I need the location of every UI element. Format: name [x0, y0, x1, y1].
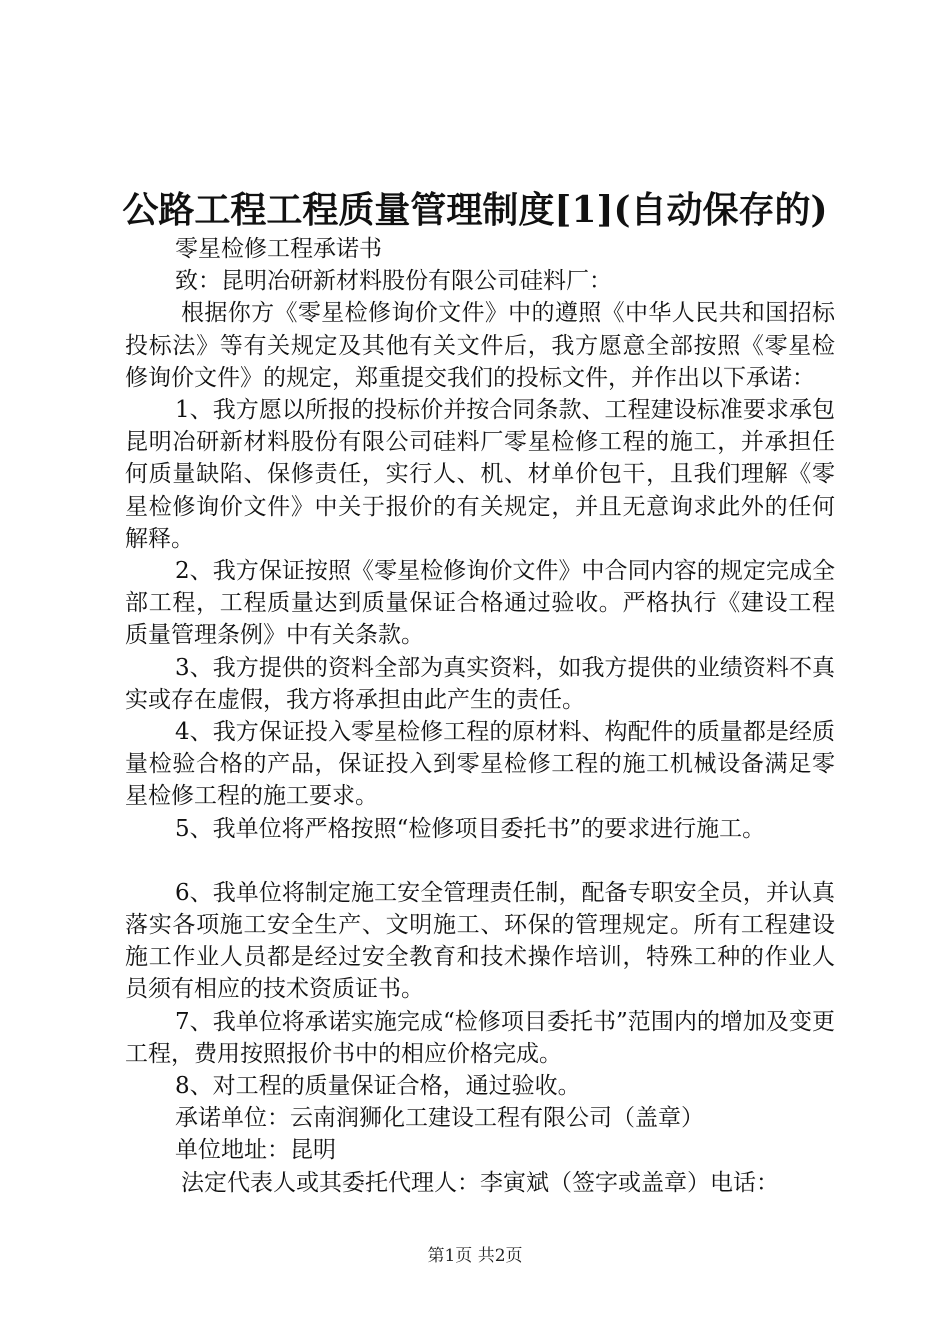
commitment-item-2: 2、我方保证按照《零星检修询价文件》中合同内容的规定完成全部工程，工程质量达到质量保证合格通过验收。严格执行《建设工程质量管理条例》中有关条款。 — [125, 558, 835, 649]
letter-heading: 零星检修工程承诺书 — [175, 236, 382, 262]
commitment-item-1: 1、我方愿以所报的投标价并按合同条款、工程建设标准要求承包昆明冶研新材料股份有限公司硅料厂零星检修工程的施工，并承担任何质量缺陷、保修责任，实行人、机、材单价包干，且我们理解《零星检修询价文件》中关于报价的有关规定，并且无意询求此外的任何解释。 — [125, 397, 835, 552]
commitment-item-8: 8、对工程的质量保证合格，通过验收。 — [175, 1073, 581, 1100]
address-line: 单位地址：昆明 — [175, 1137, 336, 1164]
commitment-item-5: 5、我单位将严格按照“检修项目委托书”的要求进行施工。 — [175, 815, 766, 842]
letter-intro: 根据你方《零星检修询价文件》中的遵照《中华人民共和国招标投标法》等有关规定及其他有关文件后，我方愿意全部按照《零星检修询价文件》的规定，郑重提交我们的投标文件，并作出以下承诺： — [125, 300, 835, 391]
commitment-item-6: 6、我单位将制定施工安全管理责任制，配备专职安全员，并认真落实各项施工安全生产、文明施工、环保的管理规定。所有工程建设施工作业人员都是经过安全教育和技术操作培训，特殊工种的作业人员须有相应的技术资质证书。 — [125, 879, 835, 1003]
promisor-line: 承诺单位：云南润狮化工建设工程有限公司（盖章） — [175, 1105, 704, 1132]
document-body — [125, 233, 835, 1199]
paragraph-gap — [125, 845, 835, 877]
page-footer: 第1页 共2页 — [427, 1246, 523, 1266]
letter-addressee: 致：昆明冶研新材料股份有限公司硅料厂： — [175, 268, 612, 295]
commitment-item-7: 7、我单位将承诺实施完成“检修项目委托书”范围内的增加及变更工程，费用按照报价书中的相应价格完成。 — [125, 1008, 835, 1067]
document-title: 公路工程工程质量管理制度[1](自动保存的) — [122, 189, 828, 231]
commitment-item-4: 4、我方保证投入零星检修工程的原材料、构配件的质量都是经质量检验合格的产品，保证投入到零星检修工程的施工机械设备满足零星检修工程的施工要求。 — [125, 719, 835, 810]
representative-line: 法定代表人或其委托代理人：李寅斌（签字或盖章）电话： — [181, 1169, 779, 1196]
commitment-item-3: 3、我方提供的资料全部为真实资料，如我方提供的业绩资料不真实或存在虚假，我方将承担由此产生的责任。 — [125, 654, 835, 713]
